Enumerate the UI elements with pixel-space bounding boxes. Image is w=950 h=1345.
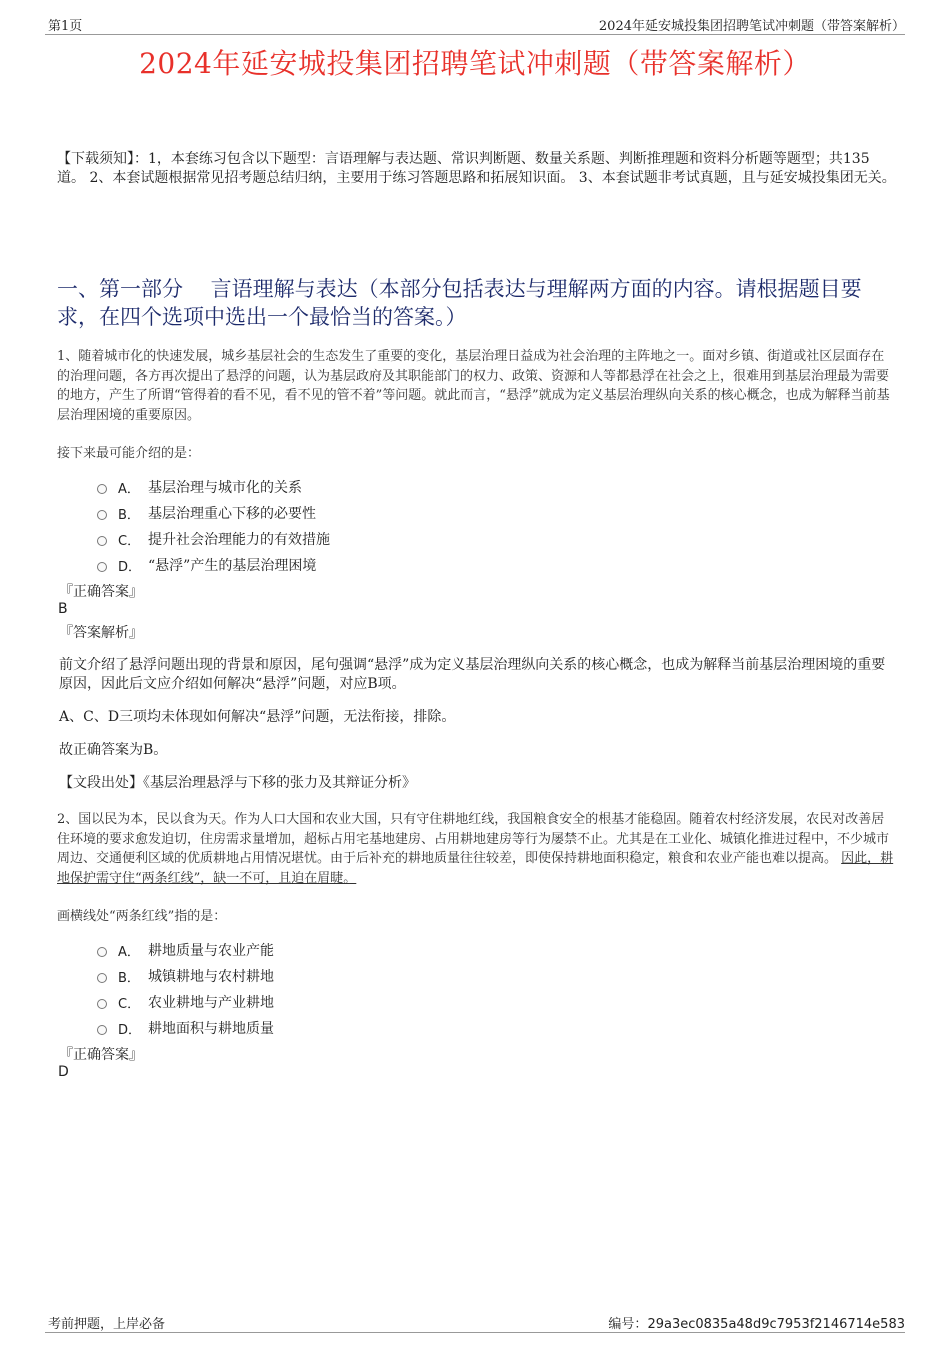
- q1-option-a[interactable]: [97, 477, 302, 497]
- option-text: 基层治理重心下移的必要性: [148, 506, 316, 522]
- page-title: 2024年延安城投集团招聘笔试冲刺题（带答案解析）: [139, 47, 811, 80]
- download-notice: 【下载须知】：1，本套练习包含以下题型：言语理解与表达题、常识判断题、数量关系题、判断推理题和资料分析题等题型；共135道。 2、本套试题根据常见招考题总结归纳，主要用于练习答题思路和拓展知识面。 3、本套试题非考试真题，且与延安城投集团无关。: [57, 151, 896, 186]
- q1-answer: B: [58, 601, 68, 617]
- option-text: 基层治理与城市化的关系: [148, 480, 302, 496]
- q1-source: 【文段出处】《基层治理悬浮与下移的张力及其辩证分析》: [59, 775, 416, 791]
- option-letter: B．: [118, 507, 140, 523]
- q1-answer-label: 『正确答案』: [59, 584, 143, 600]
- q1-analysis-label: 『答案解析』: [59, 625, 143, 641]
- footer-code: [608, 1313, 905, 1332]
- radio-icon[interactable]: [97, 1025, 107, 1035]
- q1-option-c[interactable]: [97, 529, 330, 549]
- q2-option-a[interactable]: [97, 940, 274, 960]
- q2-option-b[interactable]: [97, 966, 274, 986]
- option-text: 城镇耕地与农村耕地: [148, 969, 274, 985]
- q1-option-b[interactable]: [97, 503, 316, 523]
- q1-analysis-para-3: 故正确答案为B。: [59, 742, 168, 758]
- radio-icon[interactable]: [97, 999, 107, 1009]
- q2-answer-label: 『正确答案』: [59, 1047, 143, 1063]
- footer-code-label: 编号：: [608, 1317, 648, 1332]
- radio-icon[interactable]: [97, 973, 107, 983]
- option-letter: C．: [118, 533, 141, 549]
- option-letter: B．: [118, 970, 140, 986]
- radio-icon[interactable]: [97, 536, 107, 546]
- radio-icon[interactable]: [97, 562, 107, 572]
- radio-icon[interactable]: [97, 947, 107, 957]
- option-letter: D．: [118, 1022, 142, 1038]
- option-letter: C．: [118, 996, 141, 1012]
- q1-passage: 1、随着城市化的快速发展，城乡基层社会的生态发生了重要的变化，基层治理日益成为社会治理的主阵地之一。面对乡镇、街道或社区层面存在的治理问题，各方再次提出了悬浮的问题，认为基层政府及其职能部门的权力、政策、资源和人等都悬浮在社会之上，很难用到基层治理最为需要的地方，产生了所谓“管得着的看不见，看不见的管不着”等问题。就此而言，“悬浮”就成为定义基层治理纵向关系的核心概念，也成为解释当前基层治理困境的重要原因。: [57, 349, 890, 423]
- q1-analysis-para-2: A、C、D三项均未体现如何解决“悬浮”问题，无法衔接，排除。: [59, 709, 456, 725]
- section-heading: 一、第一部分 言语理解与表达（本部分包括表达与理解两方面的内容。请根据题目要求，在四个选项中选出一个最恰当的答案。）: [57, 277, 862, 329]
- option-text: 农业耕地与产业耕地: [148, 995, 274, 1011]
- page-number: 第1页: [48, 19, 83, 34]
- q2-passage: [57, 810, 897, 888]
- q2-passage-text: 2、国以民为本，民以食为天。作为人口大国和农业大国，只有守住耕地红线，我国粮食安全的根基才能稳固。随着农村经济发展，农民对改善居住环境的要求愈发迫切，住房需求量增加，超标占用宅基地建房、占用耕地建房等行为屡禁不止。尤其是在工业化、城镇化推进过程中，不少城市周边、交通便利区域的优质耕地占用情况堪忧。由于后补充的耕地质量往往较差，即使保持耕地面积稳定，粮食和农业产能也难以提高。: [57, 812, 890, 866]
- q1-stem: 接下来最可能介绍的是：: [57, 446, 201, 461]
- radio-icon[interactable]: [97, 510, 107, 520]
- q2-underlined-sentence: 因此，耕地保护需守住“两条红线”，缺一不可，且迫在眉睫。: [57, 851, 894, 886]
- header-doc-title: 2024年延安城投集团招聘笔试冲刺题（带答案解析）: [598, 19, 905, 34]
- q2-option-c[interactable]: [97, 992, 274, 1012]
- option-letter: A．: [118, 481, 140, 497]
- option-text: 耕地质量与农业产能: [148, 943, 274, 959]
- footer-divider: [45, 1332, 905, 1333]
- option-text: “悬浮”产生的基层治理困境: [148, 558, 317, 574]
- q1-option-d[interactable]: [97, 555, 316, 575]
- footer-slogan: 考前押题，上岸必备: [48, 1317, 166, 1332]
- footer-code-value: 29a3ec0835a48d9c7953f2146714e583: [647, 1317, 905, 1332]
- option-text: 耕地面积与耕地质量: [148, 1021, 274, 1037]
- option-text: 提升社会治理能力的有效措施: [148, 532, 330, 548]
- q2-stem: 画横线处“两条红线”指的是：: [57, 909, 227, 924]
- q1-analysis-para-1: 前文介绍了悬浮问题出现的背景和原因，尾句强调“悬浮”成为定义基层治理纵向关系的核心概念，也成为解释当前基层治理困境的重要原因，因此后文应介绍如何解决“悬浮”问题，对应B项。: [59, 657, 886, 692]
- option-letter: A．: [118, 944, 140, 960]
- header-divider: [45, 34, 905, 35]
- q2-option-d[interactable]: [97, 1018, 274, 1038]
- option-letter: D．: [118, 559, 142, 575]
- radio-icon[interactable]: [97, 484, 107, 494]
- q2-answer: D: [58, 1064, 69, 1080]
